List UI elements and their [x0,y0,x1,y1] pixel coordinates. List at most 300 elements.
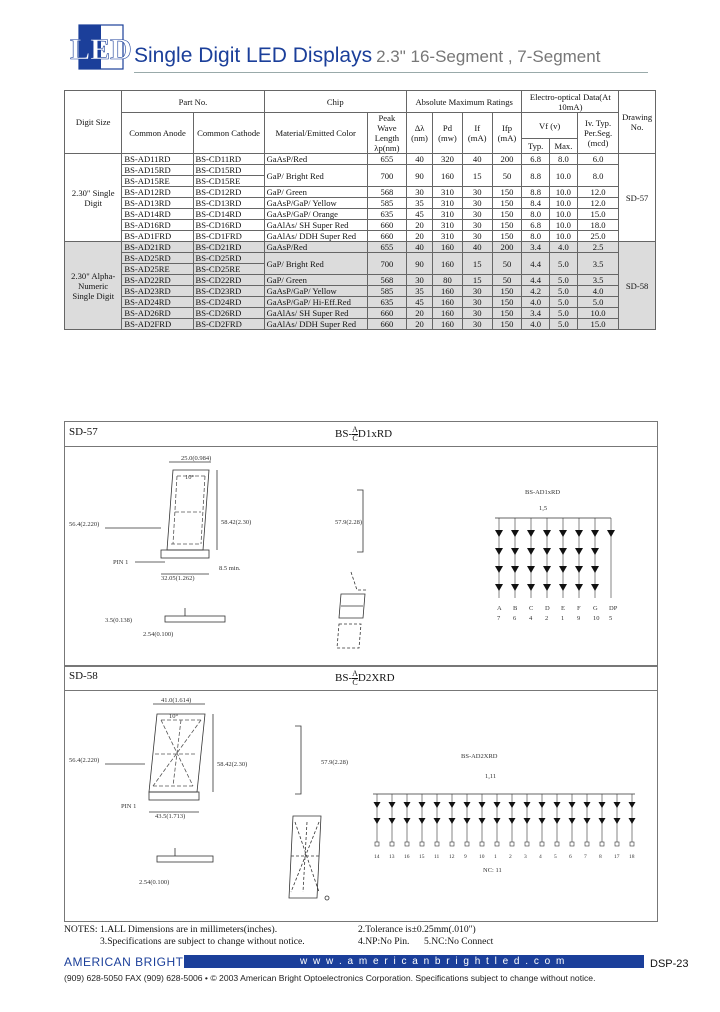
sd57-segment-label: E [561,605,565,612]
led-diode-icon [599,818,606,824]
hdr-chip: Chip [264,91,406,113]
sd58-dim-d3: 58.42(2.30) [217,761,248,768]
cell-wl: 568 [367,275,406,286]
page-number: DSP-23 [650,958,689,970]
hdr-peak-wave-text: Peak Wave Length [374,113,400,143]
led-diode-icon [511,548,519,555]
led-diode-icon [511,584,519,591]
led-diode-icon [511,566,519,573]
hdr-delta-lambda: Δλ (nm) [406,113,432,154]
cell-cc: BS-CD12RD [193,187,264,198]
led-diode-icon [591,548,599,555]
sd57-panel [64,421,658,667]
cell-vt: 4.0 [522,297,550,308]
cell-pd: 310 [433,220,463,231]
sd58-pin1: PIN 1 [121,803,137,810]
cell-iv: 15.0 [577,319,618,330]
cell-wl: 660 [367,231,406,242]
note-2: 2.Tolerance is±0.25mm(.010") [358,924,476,935]
cell-dl: 40 [406,242,432,253]
cell-vt: 4.4 [522,253,550,275]
sd58-nc-label: NC: 11 [483,867,502,874]
footer-url[interactable]: w w w . a m e r i c a n b r i g h t l e d . c o m [300,956,566,967]
sd57-pin-label: 5 [609,615,613,622]
sd58-pin-pad [390,842,394,846]
cell-pd: 80 [433,275,463,286]
cell-cc: BS-CD23RD [193,286,264,297]
sd58-part-prefix: BS- [335,672,353,685]
cell-dl: 20 [406,308,432,319]
led-diode-icon [591,530,599,537]
hdr-if: If (mA) [462,113,492,154]
sd57-digit-sketch-top [351,572,367,590]
led-diode-icon [591,566,599,573]
sd58-label: SD-58 [69,670,98,682]
led-diode-icon [591,584,599,591]
sd58-segments-outline [153,720,201,786]
american-bright-logo [70,24,132,70]
led-diode-icon [569,818,576,824]
cell-vm: 5.0 [549,319,577,330]
cell-iv: 4.0 [577,286,618,297]
cell-vm: 10.0 [549,187,577,198]
cell-pd: 310 [433,231,463,242]
note-5: 5.NC:No Connect [424,936,494,947]
cell-if: 40 [462,154,492,165]
sd58-pin-labels [374,854,635,860]
cell-ifp: 200 [492,154,522,165]
cell-digit-size: 2.30" Alpha-Numeric Single Digit [65,242,122,330]
cell-wl: 585 [367,198,406,209]
sd58-pin-label: 7 [584,854,587,860]
cell-dl: 35 [406,198,432,209]
led-diode-icon [419,818,426,824]
cell-iv: 15.0 [577,209,618,220]
led-diode-icon [495,584,503,591]
cell-ca: BS-AD1FRD [122,231,193,242]
cell-wl: 700 [367,253,406,275]
cell-iv: 6.0 [577,154,618,165]
cell-if: 30 [462,187,492,198]
cell-wl: 655 [367,242,406,253]
led-diode-icon [629,802,636,808]
cell-if: 15 [462,253,492,275]
sd57-dim-d4: 56.4(2.220) [69,521,100,528]
sd57-part-prefix: BS- [335,428,353,441]
sd57-schematic [495,489,618,622]
spec-table-body [65,154,656,330]
sd57-dim-d12: 3.5(0.138) [105,617,133,624]
cell-vm: 10.0 [549,220,577,231]
cell-cc: BS-CD15RE [193,176,264,187]
title-rule [134,72,648,73]
led-diode-icon [527,530,535,537]
sd58-pin-pad [465,842,469,846]
cell-vm: 5.0 [549,286,577,297]
sd58-dim-d1: 41.0(1.614) [161,697,192,704]
cell-pd: 320 [433,154,463,165]
sd58-pin-pad [600,842,604,846]
sd58-dp-mark [325,896,329,900]
cell-if: 30 [462,220,492,231]
cell-wl: 660 [367,308,406,319]
cell-cc: BS-CD15RD [193,165,264,176]
led-diode-icon [494,802,501,808]
cell-pd: 160 [433,165,463,187]
cell-vm: 10.0 [549,165,577,187]
sd58-digit-sketch-segments [291,822,319,892]
sd57-label: SD-57 [69,426,98,438]
hdr-abs-max: Absolute Maximum Ratings [406,91,521,113]
sd58-side-profile-shape [295,726,301,794]
cell-vt: 4.2 [522,286,550,297]
cell-vt: 3.4 [522,308,550,319]
cell-dl: 45 [406,209,432,220]
cell-mat: GaAsP/GaP/ Yellow [264,198,367,209]
sd58-side-view [157,856,213,862]
cell-ifp: 50 [492,275,522,286]
led-diode-icon [524,818,531,824]
footer-contact: (909) 628-5050 FAX (909) 628-5006 • © 2003 American Bright Optoelectronics Corporation. Specifications subject to change without notice. [64,973,596,983]
table-row [65,231,656,242]
sd57-side-view [165,616,225,622]
table-row [65,297,656,308]
cell-ifp: 150 [492,187,522,198]
cell-wl: 655 [367,154,406,165]
sd58-pin-label: 14 [374,854,380,860]
hdr-material: Material/Emitted Color [264,113,367,154]
led-diode-icon [527,548,535,555]
cell-cc: BS-CD21RD [193,242,264,253]
sd58-dim-d8: 57.9(2.28) [321,759,349,766]
cell-cc: BS-CD26RD [193,308,264,319]
cell-ifp: 150 [492,286,522,297]
cell-vm: 5.0 [549,275,577,286]
led-diode-icon [419,802,426,808]
sd57-part-top: A [352,425,358,434]
cell-if: 30 [462,286,492,297]
led-diode-icon [554,818,561,824]
led-diode-icon [495,548,503,555]
sd58-diode-array [374,794,636,846]
cell-ifp: 150 [492,209,522,220]
sd57-digit-sketch-lower [337,624,361,648]
sd58-pin-pad [630,842,634,846]
cell-dl: 30 [406,275,432,286]
cell-iv: 8.0 [577,165,618,187]
cell-pd: 160 [433,286,463,297]
cell-wl: 660 [367,220,406,231]
cell-mat: GaAsP/GaP/ Orange [264,209,367,220]
sd58-pin-label: 13 [389,854,395,860]
sd58-dim-d4: 56.4(2.220) [69,757,100,764]
led-diode-icon [434,802,441,808]
led-diode-icon [554,802,561,808]
title-subtitle: 2.3" 16-Segment , 7-Segment [376,47,601,66]
sd58-schematic [373,753,636,874]
notes-label: NOTES: [64,924,98,935]
cell-vm: 5.0 [549,308,577,319]
led-diode-icon [494,818,501,824]
sd57-diode-array [495,518,615,598]
cell-cc: BS-CD13RD [193,198,264,209]
cell-dl: 20 [406,319,432,330]
cell-if: 30 [462,319,492,330]
table-row [65,165,656,176]
sd57-part-suffix: D1xRD [357,428,393,441]
cell-cc: BS-CD11RD [193,154,264,165]
sd58-pin-pad [375,842,379,846]
cell-mat: GaP/ Bright Red [264,253,367,275]
cell-mat: GaAlAs/ SH Super Red [264,308,367,319]
sd57-part-bottom: C [352,434,358,443]
sd58-pin-pad [450,842,454,846]
led-diode-icon [569,802,576,808]
led-diode-icon [559,566,567,573]
cell-vt: 8.4 [522,198,550,209]
cell-pd: 160 [433,253,463,275]
spec-table [64,90,656,330]
sd57-digit-sketch [339,594,365,618]
led-diode-icon [479,802,486,808]
cell-cc: BS-CD25RD [193,253,264,264]
cell-cc: BS-CD14RD [193,209,264,220]
cell-pd: 160 [433,319,463,330]
sd58-pin-pad [525,842,529,846]
led-diode-icon [449,802,456,808]
cell-ifp: 200 [492,242,522,253]
cell-iv: 3.5 [577,253,618,275]
sd57-front-view [69,455,251,638]
led-diode-icon [527,566,535,573]
cell-if: 30 [462,308,492,319]
led-diode-icon [559,548,567,555]
cell-ca: BS-AD15RD [122,165,193,176]
sd58-pin-pad [435,842,439,846]
led-diode-icon [539,802,546,808]
cell-ca: BS-AD26RD [122,308,193,319]
hdr-common-anode: Common Anode [122,113,193,154]
hdr-part-no: Part No. [122,91,264,113]
table-row [65,154,656,165]
note-4: 4.NP:No Pin. [358,936,410,947]
cell-dl: 40 [406,154,432,165]
cell-ca: BS-AD14RD [122,209,193,220]
page-title [134,44,600,68]
cell-cc: BS-CD24RD [193,297,264,308]
cell-iv: 25.0 [577,231,618,242]
sd58-pin-pad [570,842,574,846]
cell-if: 30 [462,198,492,209]
cell-iv: 12.0 [577,198,618,209]
sd58-pin-label: 15 [419,854,425,860]
led-diode-icon [559,584,567,591]
sd57-dim-d6: 32.05(1.262) [161,575,195,582]
sd57-segment-label: F [577,605,581,612]
sd58-pin-pad [540,842,544,846]
sd58-pin-label: 10 [479,854,485,860]
sd58-part-top: A [352,669,358,678]
sd58-pin-label: 9 [464,854,467,860]
sd57-segment-label: C [529,605,534,612]
cell-ca: BS-AD23RD [122,286,193,297]
hdr-digit-size: Digit Size [65,91,122,154]
sd57-segment-label: G [593,605,598,612]
cell-dl: 45 [406,297,432,308]
cell-wl: 635 [367,209,406,220]
led-diode-icon [389,802,396,808]
cell-vt: 8.8 [522,187,550,198]
cell-dl: 90 [406,165,432,187]
cell-wl: 660 [367,319,406,330]
sd57-segment-labels [497,605,618,612]
cell-ifp: 150 [492,220,522,231]
sd57-pin-label: 10 [593,615,600,622]
sd57-dim-d10: 57.9(2.28) [335,519,363,526]
led-diode-icon [495,566,503,573]
led-diode-icon [495,530,503,537]
sd58-pin-label: 16 [404,854,410,860]
cell-if: 30 [462,209,492,220]
cell-vt: 4.4 [522,275,550,286]
led-diode-icon [449,818,456,824]
cell-vt: 8.0 [522,231,550,242]
sd58-drawing [65,666,657,921]
cell-ifp: 150 [492,297,522,308]
sd57-segment-label: DP [609,605,618,612]
hdr-typ: Typ. [522,139,550,154]
cell-vm: 5.0 [549,253,577,275]
sd58-pin-label: 6 [569,854,572,860]
sd57-pin-label: 7 [497,615,501,622]
hdr-lambda-p: λp(nm) [374,143,400,153]
cell-iv: 2.5 [577,242,618,253]
sd58-pin-label: 3 [524,854,527,860]
cell-if: 15 [462,275,492,286]
cell-cc: BS-CD22RD [193,275,264,286]
led-diode-icon [543,566,551,573]
table-row [65,275,656,286]
sd57-pin-label: 4 [529,615,533,622]
led-diode-icon [539,818,546,824]
led-diode-icon [599,802,606,808]
cell-mat: GaAlAs/ DDH Super Red [264,319,367,330]
sd58-pin-pad [585,842,589,846]
cell-iv: 18.0 [577,220,618,231]
cell-ifp: 150 [492,319,522,330]
cell-drawing: SD-57 [619,154,656,242]
sd57-common-pin: 1,5 [539,505,548,512]
sd58-pin-pad [510,842,514,846]
sd57-dim-d3: 58.42(2.30) [221,519,252,526]
sd58-dim-d6: 43.5(1.713) [155,813,186,820]
table-row [65,319,656,330]
sd58-pin-pad [420,842,424,846]
footer-brand: AMERICAN BRIGHT [64,955,184,969]
cell-ca: BS-AD12RD [122,187,193,198]
table-row [65,187,656,198]
cell-ca: BS-AD15RE [122,176,193,187]
sd57-segment-label: D [545,605,550,612]
sd57-segment-label: B [513,605,518,612]
sd57-pin-label: 1 [561,615,565,622]
cell-drawing: SD-58 [619,242,656,330]
cell-digit-size: 2.30" Single Digit [65,154,122,242]
sd58-part-suffix: D2XRD [357,672,395,685]
cell-pd: 310 [433,209,463,220]
led-diode-icon [509,802,516,808]
sd58-pin-pad [405,842,409,846]
cell-wl: 635 [367,297,406,308]
cell-ifp: 50 [492,165,522,187]
sd58-pin-label: 12 [449,854,455,860]
cell-pd: 160 [433,308,463,319]
sd58-pin-label: 4 [539,854,542,860]
cell-vm: 4.0 [549,242,577,253]
cell-ca: BS-AD25RE [122,264,193,275]
cell-pd: 160 [433,242,463,253]
hdr-electro: Electro-optical Data(At 10mA) [522,91,619,113]
table-row [65,253,656,264]
cell-pd: 160 [433,297,463,308]
hdr-drawing: Drawing No. [619,91,656,154]
cell-wl: 568 [367,187,406,198]
cell-mat: GaAlAs/ SH Super Red [264,220,367,231]
led-diode-icon [575,584,583,591]
sd58-pin-label: 11 [434,854,440,860]
cell-ca: BS-AD2FRD [122,319,193,330]
sd58-side-profile [289,726,348,900]
led-diode-icon [511,530,519,537]
sd58-body-base [149,792,199,800]
sd57-drawing [65,422,657,666]
cell-dl: 20 [406,220,432,231]
sd57-dim-d1: 25.0(0.984) [181,455,212,462]
cell-dl: 30 [406,187,432,198]
cell-vt: 8.8 [522,165,550,187]
cell-if: 15 [462,165,492,187]
sd58-pin-label: 8 [599,854,602,860]
hdr-max: Max. [549,139,577,154]
led-diode-icon [543,548,551,555]
cell-ca: BS-AD24RD [122,297,193,308]
sd57-dim-d7: 2.54(0.100) [143,631,174,638]
cell-mat: GaAsP/GaP/ Hi-Eff.Red [264,297,367,308]
cell-mat: GaAsP/Red [264,154,367,165]
sd58-pin-pad [495,842,499,846]
sd58-front-view [69,697,247,886]
hdr-iv: Iv. Typ. Per.Seg. (mcd) [577,113,618,154]
led-diode-icon [614,818,621,824]
table-row [65,242,656,253]
cell-vt: 6.8 [522,154,550,165]
led-diode-icon [543,584,551,591]
table-row [65,220,656,231]
led-diode-icon [527,584,535,591]
cell-vm: 10.0 [549,198,577,209]
led-diode-icon [559,530,567,537]
led-diode-icon [374,802,381,808]
sd58-schematic-title: BS-AD2XRD [461,753,498,760]
sd57-pin1: PIN 1 [113,559,129,566]
led-diode-icon [404,818,411,824]
cell-wl: 585 [367,286,406,297]
cell-if: 30 [462,231,492,242]
hdr-common-cathode: Common Cathode [193,113,264,154]
cell-vm: 5.0 [549,297,577,308]
sd58-dim-d7: 2.54(0.100) [139,879,170,886]
sd58-pin-label: 2 [509,854,512,860]
